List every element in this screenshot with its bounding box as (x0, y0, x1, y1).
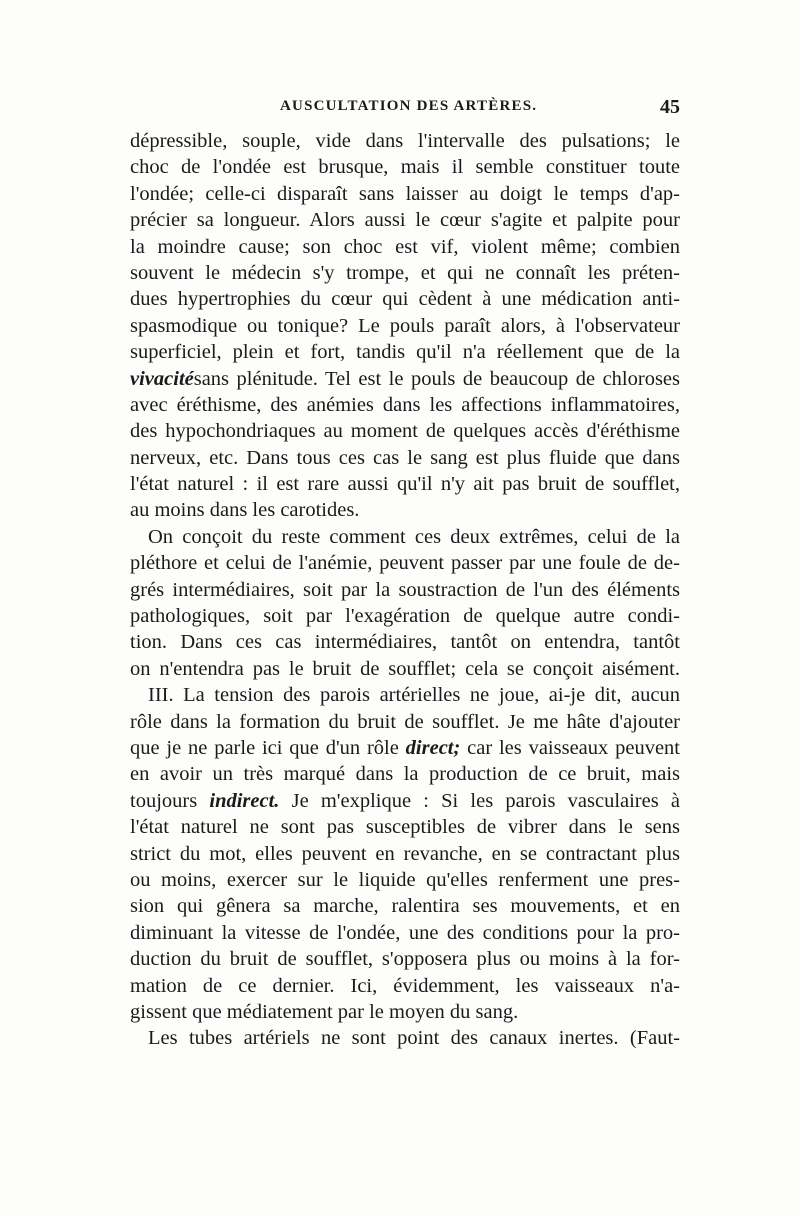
text-line: nerveux, etc. Dans tous ces cas le sang est plus fluide que dans (130, 446, 680, 469)
text-line: strict du mot, elles peuvent en revanche, en se contractant plus (130, 842, 680, 865)
text-line: pathologiques, soit par l'exagération de quelque autre condi- (130, 605, 680, 628)
body-text (130, 128, 680, 1052)
italic-emphasis: indirect. (209, 789, 280, 812)
text-line: souvent le médecin s'y trompe, et qui ne connaît les préten- (130, 261, 680, 284)
text-line: des hypochondriaques au moment de quelques accès d'éréthisme (130, 420, 680, 443)
text-line: avec éréthisme, des anémies dans les affections inflammatoires, (130, 393, 680, 416)
text-line: spasmodique ou tonique? Le pouls paraît alors, à l'observateur (130, 314, 680, 337)
text-line: dues hypertrophies du cœur qui cèdent à une médication anti- (130, 288, 680, 311)
text-line: duction du bruit de soufflet, s'opposera plus ou moins à la for- (130, 948, 680, 971)
text-line: sion qui gênera sa marche, ralentira ses mouvements, et en (130, 895, 680, 918)
text-line: que je ne parle ici que d'un rôle direct; car les vaisseaux peuvent (130, 736, 680, 759)
text-line: au moins dans les carotides. (130, 499, 360, 522)
running-header (130, 96, 680, 122)
text-line: diminuant la vitesse de l'ondée, une des conditions pour la pro- (130, 921, 680, 944)
text-line: toujours indirect. Je m'explique : Si les parois vasculaires à (130, 789, 680, 812)
text-line: superficiel, plein et fort, tandis qu'il n'a réellement que de la (130, 341, 680, 364)
text-line: l'ondée; celle-ci disparaît sans laisser au doigt le temps d'ap- (130, 182, 680, 205)
text-line: vivacitésans plénitude. Tel est le pouls de beaucoup de chloroses (130, 367, 680, 390)
text-line: dépressible, souple, vide dans l'intervalle des pulsations; le (130, 130, 680, 152)
text-line: rôle dans la formation du bruit de soufflet. Je me hâte d'ajouter (130, 710, 680, 733)
paragraph-first-line: III. La tension des parois artérielles ne joue, ai-je dit, aucun (148, 684, 680, 707)
text-line: mation de ce dernier. Ici, évidemment, les vaisseaux n'a- (130, 974, 680, 997)
italic-emphasis: vivacité (130, 367, 194, 390)
running-title: AUSCULTATION DES ARTÈRES. (280, 98, 538, 114)
text-line: l'état naturel ne sont pas susceptibles de vibrer dans le sens (130, 816, 680, 839)
text-line: l'état naturel : il est rare aussi qu'il n'y ait pas bruit de soufflet, (130, 473, 680, 496)
text-line: la moindre cause; son choc est vif, violent même; combien (130, 235, 680, 258)
text-line: on n'entendra pas le bruit de soufflet; cela se conçoit aisément. (130, 657, 680, 680)
paragraph-first-line: On conçoit du reste comment ces deux extrêmes, celui de la (148, 525, 680, 548)
text-line: pléthore et celui de l'anémie, peuvent passer par une foule de de- (130, 552, 680, 575)
page-number: 45 (660, 96, 680, 118)
paragraph-first-line: Les tubes artériels ne sont point des canaux inertes. (Faut- (148, 1027, 680, 1050)
text-line: gissent que médiatement par le moyen du sang. (130, 1000, 519, 1023)
text-line: en avoir un très marqué dans la production de ce bruit, mais (130, 763, 680, 786)
text-line: grés intermédiaires, soit par la soustraction de l'un des éléments (130, 578, 680, 601)
text-line: précier sa longueur. Alors aussi le cœur s'agite et palpite pour (130, 209, 680, 232)
text-line: choc de l'ondée est brusque, mais il semble constituer toute (130, 156, 680, 179)
text-line: tion. Dans ces cas intermédiaires, tantôt on entendra, tantôt (130, 631, 680, 654)
text-line: ou moins, exercer sur le liquide qu'elles renferment une pres- (130, 868, 680, 891)
italic-emphasis: direct; (405, 736, 461, 759)
